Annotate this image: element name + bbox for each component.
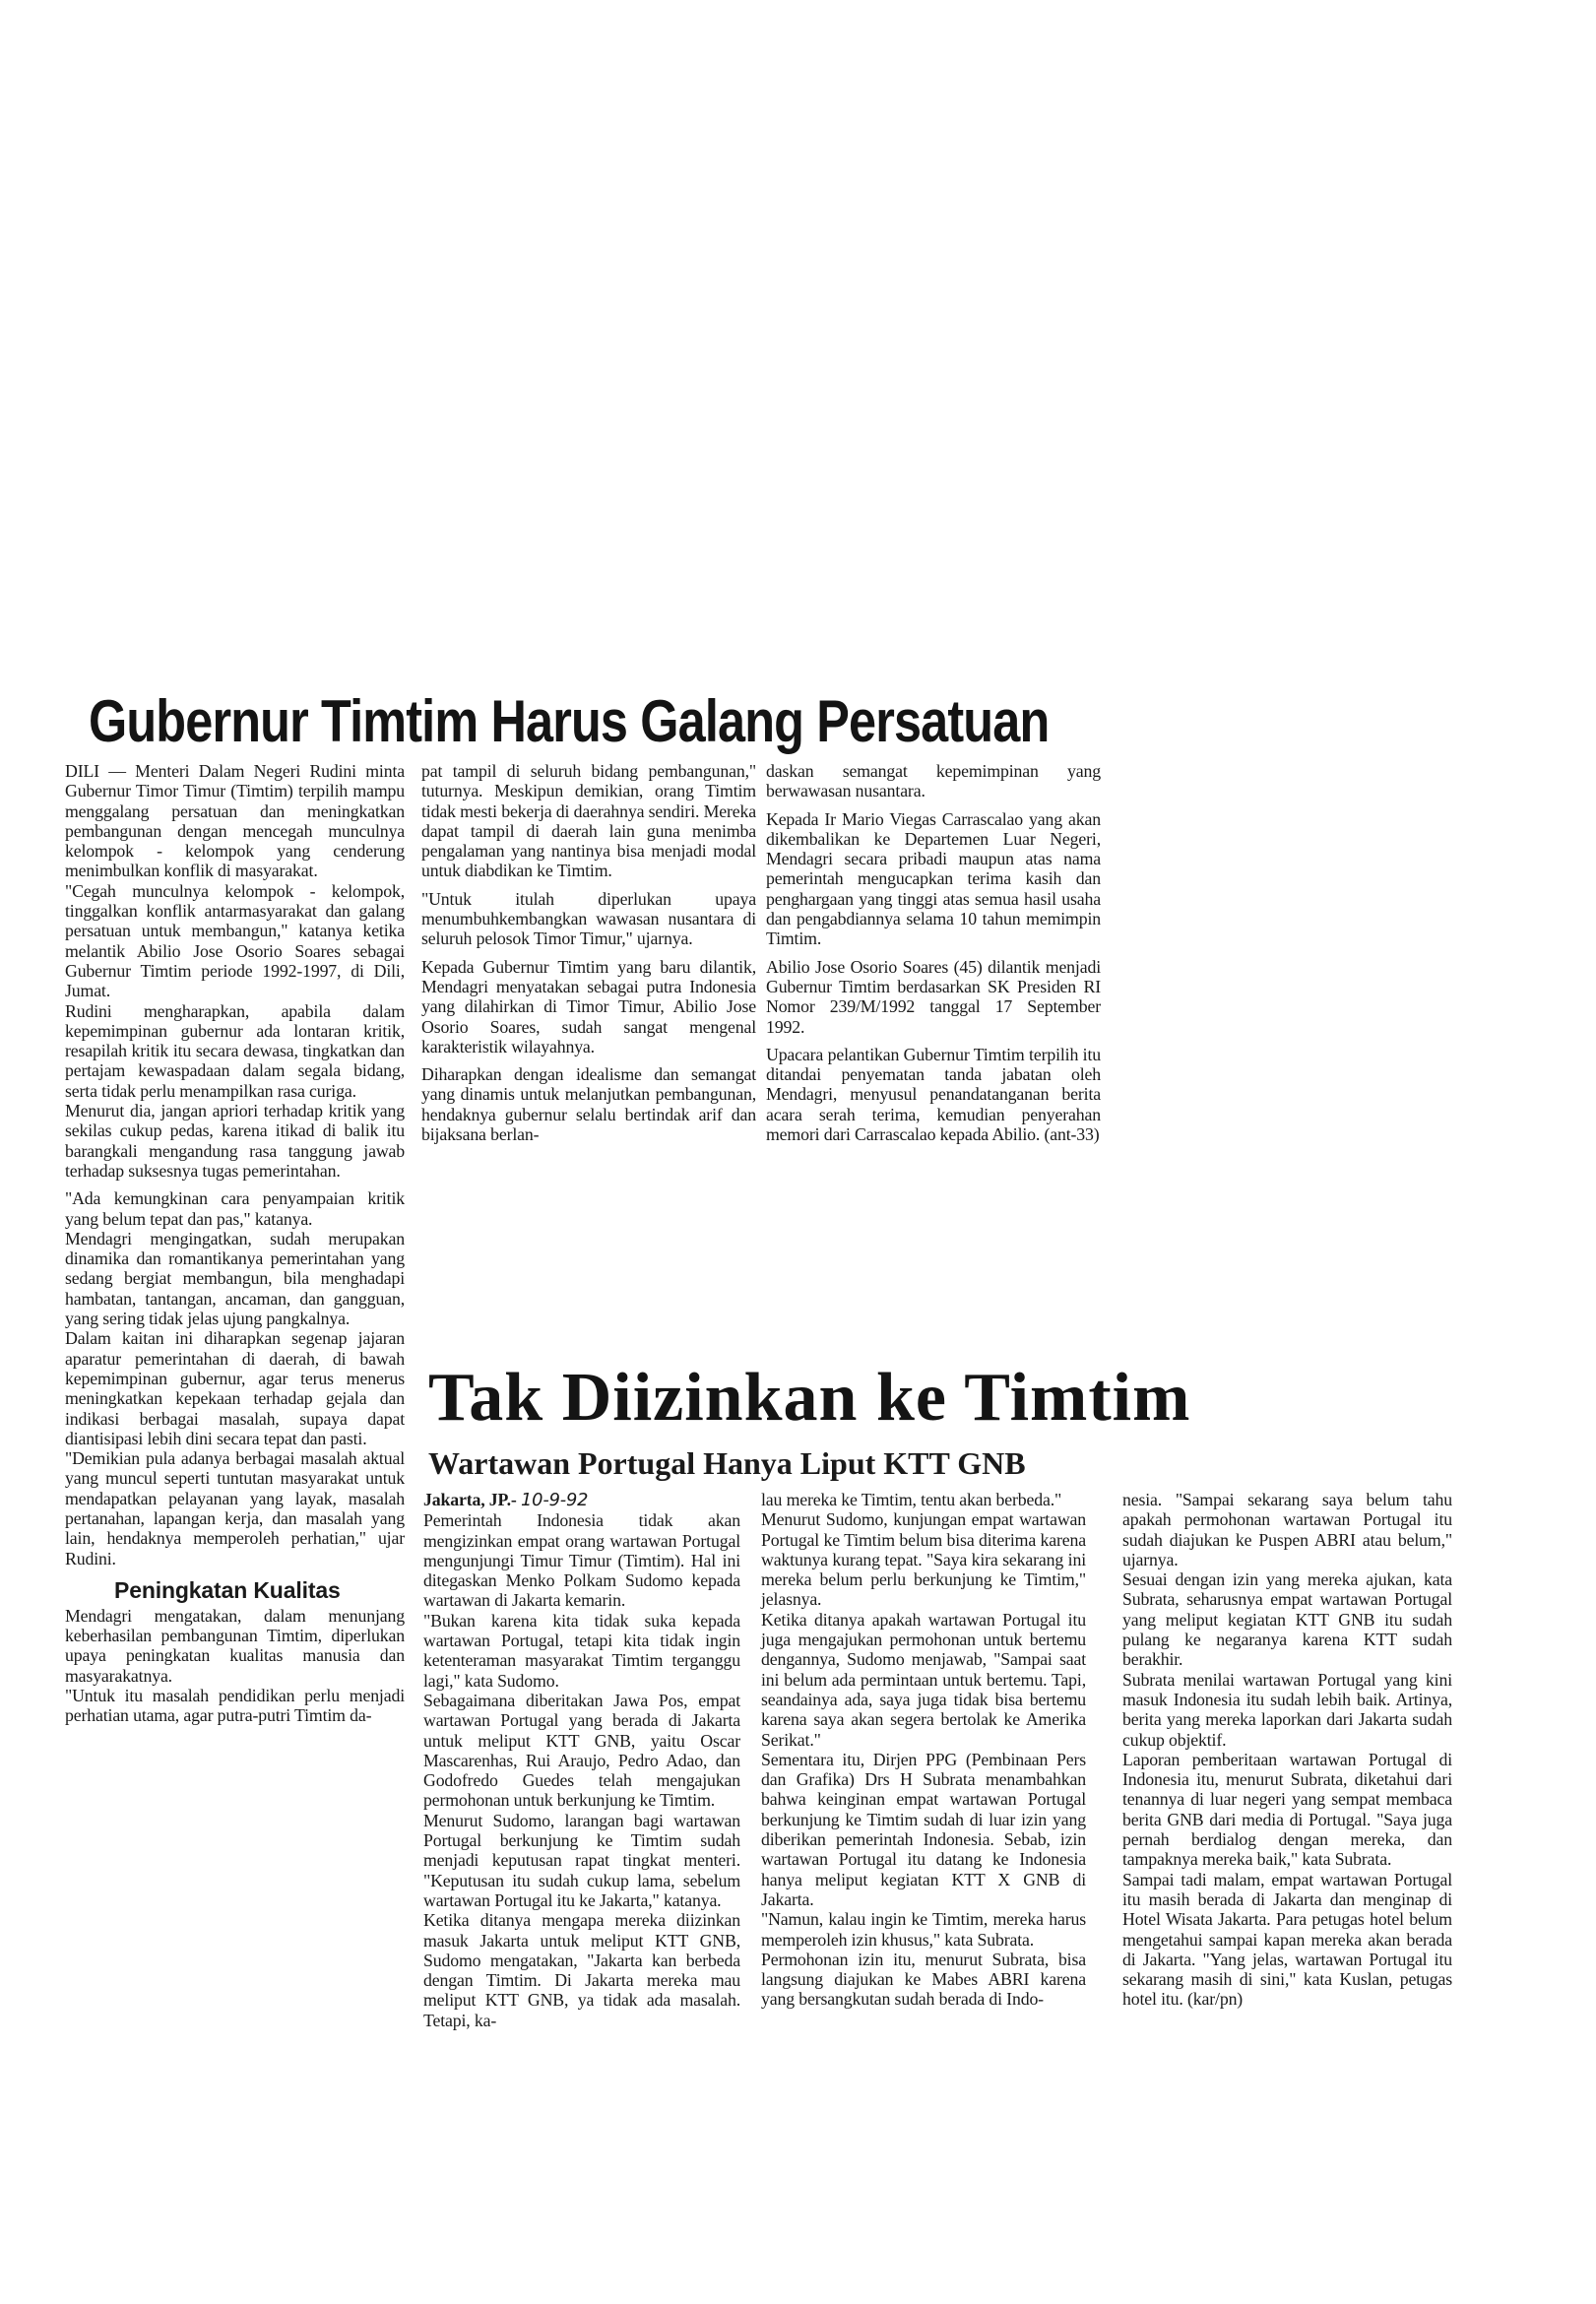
article2-subheadline: Wartawan Portugal Hanya Liput KTT GNB xyxy=(428,1445,1026,1481)
paragraph: lau mereka ke Timtim, tentu akan berbeda." xyxy=(761,1490,1062,1509)
article2-column-2 xyxy=(761,1490,1086,2010)
article2-headline: Tak Diizinkan ke Timtim xyxy=(428,1360,1191,1436)
paragraph: Sementara itu, Dirjen PPG (Pembinaan Pers dan Grafika) Drs H Subrata menambahkan bahwa keinginan empat wartawan Portugal berkunjung ke Timtim sudah di luar izin yang diberikan pemerintah Indonesia. Sebab, izin wartawan Portugal itu datang ke Indonesia hanya meliput kegiatan KTT X GNB di Jakarta. xyxy=(761,1749,1086,1909)
paragraph: Menurut Sudomo, larangan bagi wartawan Portugal berkunjung ke Timtim sudah menjadi keputusan rapat tingkat menteri. "Keputusan itu sudah cukup lama, sebelum wartawan Portugal itu ke Jakarta," katanya. xyxy=(423,1810,740,1910)
paragraph: Mendagri mengatakan, dalam menunjang keberhasilan pembangunan Timtim, diperlukan upaya peningkatan kualitas manusia dan masyarakatnya. xyxy=(65,1605,405,1686)
paragraph: "Untuk itulah diperlukan upaya menumbuhkembangkan wawasan nusantara di seluruh pelosok Timor Timur," ujarnya. xyxy=(421,888,756,949)
paragraph: DILI — Menteri Dalam Negeri Rudini minta Gubernur Timor Timur (Timtim) terpilih mampu menggalang persatuan dan meningkatkan pembangunan dengan mencegah munculnya kelompok - kelompok yang cenderung menimbulkan konflik di masyarakat. xyxy=(65,761,405,881)
paragraph: Menurut dia, jangan apriori terhadap kritik yang sekilas cukup pedas, karena itikad di balik itu barangkali mengandung rasa tanggung jawab terhadap suksesnya tugas pemerintahan. xyxy=(65,1101,405,1181)
handwritten-date: 10-9-92 xyxy=(521,1490,589,1510)
paragraph: Rudini mengharapkan, apabila dalam kepemimpinan gubernur ada lontaran kritik, resapilah kritik itu secara dewasa, tingkatkan dan pertajam kewaspadaan dalam segala bidang, serta tidak perlu menampilkan rasa curiga. xyxy=(65,1000,405,1101)
article1-headline: Gubernur Timtim Harus Galang Persatuan xyxy=(89,688,1050,754)
paragraph xyxy=(423,1490,740,1510)
paragraph: "Cegah munculnya kelompok - kelompok, tinggalkan konflik antarmasyarakat dan galang persatuan untuk membangun," katanya ketika melantik Abilio Jose Osorio Soares sebagai Gubernur Timtim periode 1992-1997, di Dili, Jumat. xyxy=(65,880,405,1001)
paragraph: Sesuai dengan izin yang mereka ajukan, kata Subrata, seharusnya empat wartawan Portugal yang meliput kegiatan KTT GNB itu sudah pulang ke negaranya karena KTT sudah berakhir. xyxy=(1122,1569,1452,1670)
dateline: Jakarta, JP.- xyxy=(423,1490,517,1509)
article2-column-1 xyxy=(423,1490,740,2030)
paragraph: Sampai tadi malam, empat wartawan Portugal itu masih berada di Jakarta dan menginap di Hotel Wisata Jakarta. Para petugas hotel belum mengetahui sampai kapan mereka akan berada di Jakarta. "Yang jelas, wartawan Portugal itu sekarang masih di sini," kata Kuslan, petugas hotel itu. (kar/pn) xyxy=(1122,1869,1452,2010)
paragraph: Ketika ditanya mengapa mereka diizinkan masuk Jakarta untuk meliput KTT GNB, Sudomo mengatakan, "Jakarta kan berbeda dengan Timtim. Di Jakarta mereka mau meliput KTT GNB, ya tidak ada masalah. Tetapi, ka- xyxy=(423,1910,740,2030)
paragraph: Subrata menilai wartawan Portugal yang kini masuk Indonesia itu sudah lebih baik. Artinya, berita yang mereka laporkan dari Jakarta sudah cukup objektif. xyxy=(1122,1669,1452,1750)
paragraph: Mendagri mengingatkan, sudah merupakan dinamika dan romantikanya pemerintahan yang sedang bergiat membangun, bila menghadapi hambatan, tantangan, ancaman, dan gangguan, yang sering tidak jelas ujung pangkalnya. xyxy=(65,1228,405,1329)
paragraph: "Demikian pula adanya berbagai masalah aktual yang muncul seperti tuntutan masyarakat untuk mendapatkan pelayanan yang layak, masalah pertanahan, lapangan kerja, dan masalah yang lain, hendaknya memperoleh perhatian," ujar Rudini. xyxy=(65,1448,405,1568)
paragraph: Kepada Gubernur Timtim yang baru dilantik, Mendagri menyatakan sebagai putra Indonesia yang dilahirkan di Timor Timur, Abilio Jose Osorio Soares, sudah sangat mengenal karakteristik wilayahnya. xyxy=(421,956,756,1056)
paragraph: Abilio Jose Osorio Soares (45) dilantik menjadi Gubernur Timtim berdasarkan SK Presiden RI Nomor 239/M/1992 tanggal 17 September 1992. xyxy=(766,956,1101,1037)
paragraph: "Ada kemungkinan cara penyampaian kritik yang belum tepat dan pas," katanya. xyxy=(65,1188,405,1229)
paragraph: Upacara pelantikan Gubernur Timtim terpilih itu ditandai penyematan tanda jabatan oleh Mendagri, menyusul penandatanganan berita acara serah terima, kemudian penyerahan memori dari Carrascalao kepada Abilio. (ant-33) xyxy=(766,1044,1101,1145)
paragraph: Permohonan izin itu, menurut Subrata, bisa langsung diajukan ke Mabes ABRI karena yang bersangkutan sudah berada di Indo- xyxy=(761,1949,1086,2010)
paragraph: Pemerintah Indonesia tidak akan mengizinkan empat orang wartawan Portugal mengunjungi Timur Timur (Timtim). Hal ini ditegaskan Menko Polkam Sudomo kepada wartawan di Jakarta kemarin. xyxy=(423,1510,740,1611)
paragraph: Sebagaimana diberitakan Jawa Pos, empat wartawan Portugal yang berada di Jakarta untuk meliput KTT GNB, yaitu Oscar Mascarenhas, Rui Araujo, Pedro Adao, dan Godofredo Guedes telah mengajukan permohonan untuk berkunjung ke Timtim. xyxy=(423,1690,740,1811)
paragraph: Kepada Ir Mario Viegas Carrascalao yang akan dikembalikan ke Departemen Luar Negeri, Mendagri secara pribadi maupun atas nama pemerintah mengucapkan terima kasih dan penghargaan yang tinggi atas semua hasil usaha dan pengabdiannya selama 10 tahun memimpin Timtim. xyxy=(766,808,1101,949)
paragraph: "Untuk itu masalah pendidikan perlu menjadi perhatian utama, agar putra-putri Timtim da- xyxy=(65,1686,405,1726)
section-subheading: Peningkatan Kualitas xyxy=(114,1576,341,1603)
paragraph: Ketika ditanya apakah wartawan Portugal itu juga mengajukan permohonan untuk bertemu dengannya, Sudomo menjawab, "Sampai saat ini belum ada permintaan untuk bertemu. Tapi, seandainya ada, saya juga tidak bisa bertemu karena saya akan segera bertolak ke Amerika Serikat." xyxy=(761,1609,1086,1750)
article1-column-3 xyxy=(766,761,1101,1144)
article1-column-1 xyxy=(65,761,405,1726)
paragraph: "Bukan karena kita tidak suka kepada wartawan Portugal, tetapi kita tidak ingin ketenteraman masyarakat Timtim terganggu lagi," kata Sudomo. xyxy=(423,1610,740,1691)
paragraph: pat tampil di seluruh bidang pembangunan," tuturnya. Meskipun demikian, orang Timtim tidak mesti bekerja di daerahnya sendiri. Mereka dapat tampil di daerah lain guna menimba pengalaman yang nantinya bisa menjadi modal untuk diabdikan ke Timtim. xyxy=(421,761,756,881)
paragraph: daskan semangat kepemimpinan yang berwawasan nusantara. xyxy=(766,761,1101,801)
paragraph: Menurut Sudomo, kunjungan empat wartawan Portugal ke Timtim belum bisa diterima karena waktunya kurang tepat. "Saya kira sekarang ini mereka belum perlu berkunjung ke Timtim," jelasnya. xyxy=(761,1509,1086,1610)
paragraph: nesia. "Sampai sekarang saya belum tahu apakah permohonan wartawan Portugal itu sudah diajukan ke Puspen ABRI atau belum," ujarnya. xyxy=(1122,1490,1452,1569)
paragraph: "Namun, kalau ingin ke Timtim, mereka harus memperoleh izin khusus," kata Subrata. xyxy=(761,1909,1086,1950)
paragraph: Dalam kaitan ini diharapkan segenap jajaran aparatur pemerintahan di daerah, di bawah kepemimpinan gubernur, agar terus menerus meningkatkan kepekaan terhadap gejala dan indikasi berbagai masalah, supaya dapat diantisipasi lebih dini secara tepat dan pasti. xyxy=(65,1328,405,1448)
paragraph: Diharapkan dengan idealisme dan semangat yang dinamis untuk melanjutkan pembangunan, hendaknya gubernur selalu bertindak arif dan bijaksana berlan- xyxy=(421,1064,756,1145)
article2-column-3 xyxy=(1122,1490,1452,2010)
article1-column-2 xyxy=(421,761,756,1144)
paragraph: Laporan pemberitaan wartawan Portugal di Indonesia itu, menurut Subrata, diketahui dari tenannya di luar negeri yang sempat membaca berita GNB dari media di Portugal. "Saya juga pernah berdialog dengan mereka, dan tampaknya mereka baik," kata Subrata. xyxy=(1122,1749,1452,1870)
